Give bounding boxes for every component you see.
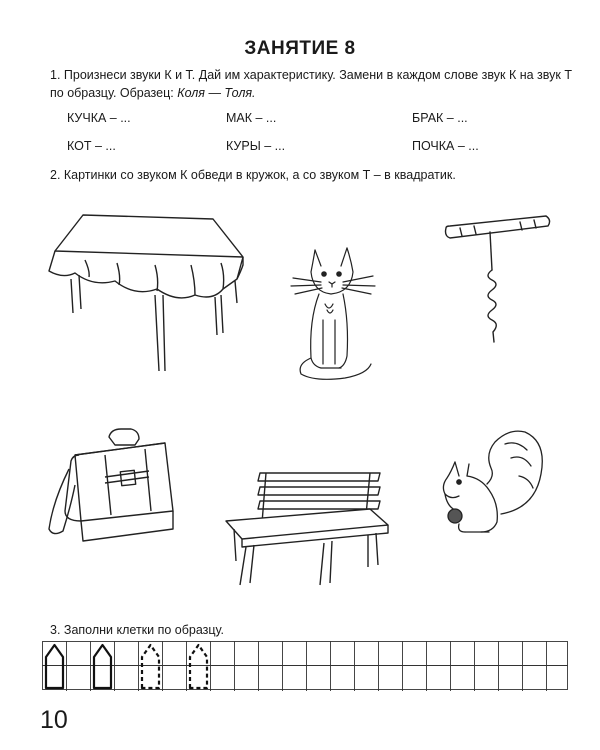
house-dashed-2 [190, 645, 207, 688]
corkscrew-icon [440, 212, 555, 347]
word-kuchka: КУЧКА – ... [67, 111, 131, 125]
task1-example: Коля — Толя. [177, 86, 256, 100]
word-brak: БРАК – ... [412, 111, 468, 125]
task1-line1: 1. Произнеси звуки К и Т. Дай им характеристику. Замени в каждом слове звук К на звук Т [50, 68, 572, 82]
house-sample-1 [46, 645, 63, 688]
squirrel-icon [425, 428, 550, 543]
task2-instruction: 2. Картинки со звуком К обведи в кружок, а со звуком Т – в квадратик. [50, 168, 456, 182]
table-icon [45, 205, 250, 380]
cat-icon [285, 240, 380, 385]
word-kot: КОТ – ... [67, 139, 116, 153]
page-title: ЗАНЯТИЕ 8 [244, 38, 356, 59]
house-dashed-1 [142, 645, 159, 688]
task3-instruction: 3. Заполни клетки по образцу. [50, 623, 225, 637]
task1-instruction [50, 66, 572, 102]
word-pochka: ПОЧКА – ... [412, 139, 479, 153]
briefcase-icon [45, 425, 185, 550]
house-sample-2 [94, 645, 111, 688]
page-number: 10 [40, 706, 68, 734]
task1-line2: по образцу. Образец: Коля — Толя. [50, 86, 256, 100]
exercise-grid[interactable] [42, 641, 568, 691]
word-kury: КУРЫ – ... [226, 139, 286, 153]
word-mak: МАК – ... [226, 111, 277, 125]
bench-icon [220, 465, 395, 590]
